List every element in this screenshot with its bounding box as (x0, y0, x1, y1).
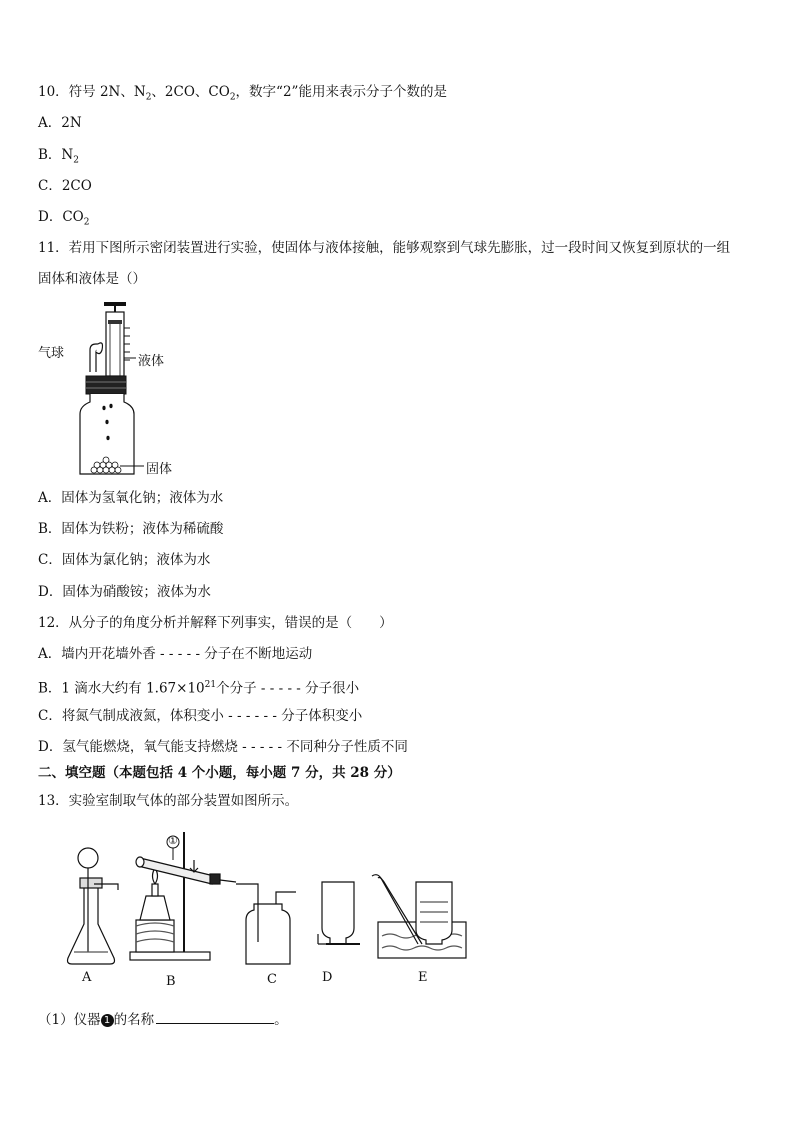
section-heading: 二、填空题（本题包括 4 个小题，每小题 7 分，共 28 分） (38, 765, 401, 781)
apparatus-a (68, 848, 119, 964)
q11-option-d: D．固体为硝酸铵；液体为水 (38, 584, 211, 600)
label-balloon: 气球 (38, 346, 65, 361)
q11-option-b: B．固体为铁粉；液体为稀硫酸 (38, 521, 224, 537)
q10-option-b: B．$N_2$ (38, 147, 79, 166)
q12-option-b: B．1 滴水大约有 $1.67\times 10^{21}$个分子 - - - - - 分子很小 (38, 680, 360, 697)
apparatus-c (236, 884, 296, 964)
label-b: B (166, 974, 176, 989)
circled-number-1: 1 (101, 1014, 114, 1027)
q12-option-d: D．氢气能燃烧，氧气能支持燃烧 - - - - - 不同种分子性质不同 (38, 739, 408, 755)
apparatus-d (318, 882, 360, 944)
q11-stem-line2: 固体和液体是（） (38, 271, 146, 287)
q13-stem: 13．实验室制取气体的部分装置如图所示。 (38, 793, 299, 809)
q11-option-a: A．固体为氢氧化钠；液体为水 (38, 490, 224, 506)
label-c: C (267, 972, 277, 987)
apparatus-b (130, 832, 236, 960)
gas-apparatus-diagram (60, 832, 476, 992)
q11-stem-line1: 11．若用下图所示密闭装置进行实验，使固体与液体接触，能够观察到气球先膨胀，过一段时间又恢复到原状的一组 (38, 240, 731, 256)
marker-1: ① (168, 834, 178, 847)
label-liquid: 液体 (138, 354, 165, 369)
q13-sub1: （1）仪器 1 的名称 。 (38, 1012, 288, 1028)
q10-option-a: A．2N (38, 115, 82, 131)
q10-option-c: C．2CO (38, 178, 92, 194)
label-d: D (322, 970, 333, 985)
q12-option-a: A．墙内开花墙外香 - - - - - 分子在不断地运动 (38, 646, 313, 662)
label-e: E (418, 970, 428, 985)
q11-apparatus-figure (38, 298, 198, 480)
q12-stem: 12．从分子的角度分析并解释下列事实，错误的是（ ） (38, 615, 393, 631)
label-a: A (82, 970, 92, 985)
q11-option-c: C．固体为氯化钠；液体为水 (38, 552, 211, 568)
q10-option-d: D．$CO_2$ (38, 209, 90, 228)
sealed-bottle-syringe-diagram (38, 298, 198, 480)
apparatus-e (372, 875, 466, 958)
label-solid: 固体 (146, 462, 173, 477)
q12-option-c: C．将氮气制成液氮，体积变小 - - - - - - 分子体积变小 (38, 708, 363, 724)
q13-apparatus-figure (60, 832, 476, 992)
answer-blank[interactable] (156, 1011, 274, 1024)
q10-stem: 10．符号 2N、$N_2$、2CO、$CO_2$，数字“2”能用来表示分子个数的是 (38, 84, 447, 103)
